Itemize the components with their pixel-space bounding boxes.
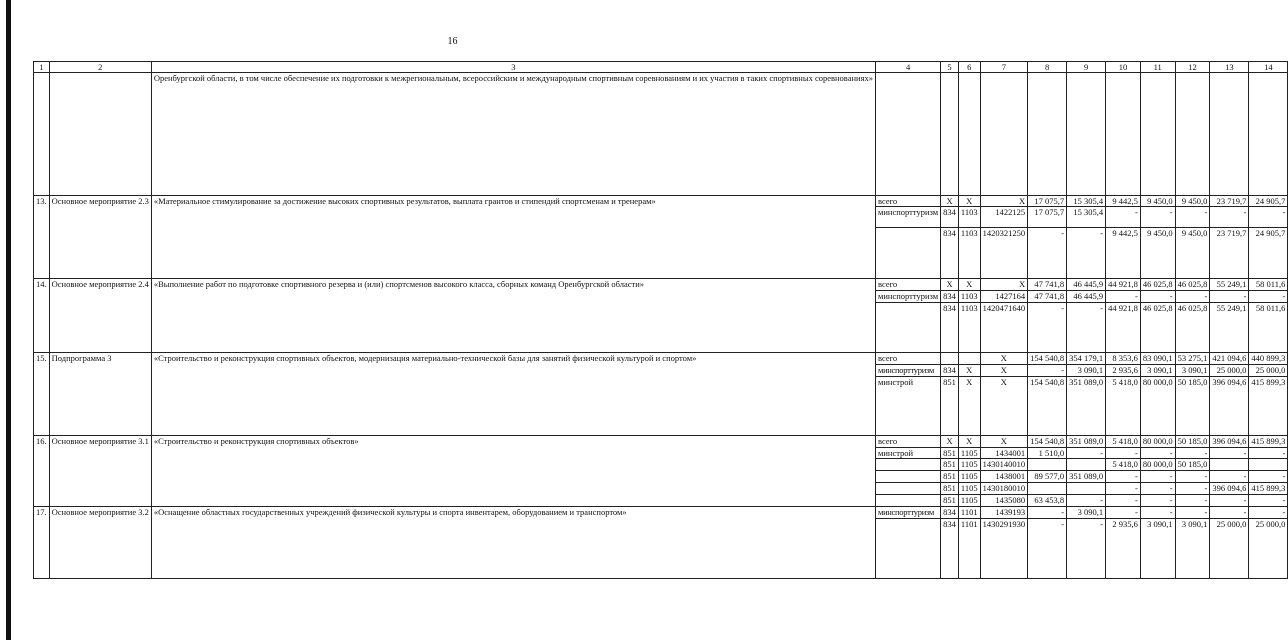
header-cell: 7 <box>980 62 1028 73</box>
amount-cell: 25 000,0 <box>1249 518 1288 578</box>
amount-cell: - <box>1067 518 1106 578</box>
header-cell: 2 <box>49 62 151 73</box>
amount-cell: 50 185,0 <box>1175 458 1210 470</box>
amount-cell: 5 418,0 <box>1106 376 1141 435</box>
amount-cell: - <box>1106 470 1141 482</box>
executor <box>875 302 940 352</box>
amount-cell: - <box>1028 364 1067 376</box>
code-grbs: 851 <box>941 458 959 470</box>
code-rzpr: 1103 <box>958 228 980 279</box>
amount-cell: 2 935,6 <box>1106 518 1141 578</box>
code-csr: 1438001 <box>980 470 1028 482</box>
amount-cell: 17 075,7 <box>1028 196 1067 207</box>
amount-cell: 25 000,0 <box>1249 364 1288 376</box>
code-grbs: 851 <box>941 470 959 482</box>
code-csr: Х <box>980 196 1028 207</box>
amount-cell: - <box>1028 228 1067 279</box>
amount-cell: 80 000,0 <box>1140 435 1175 447</box>
amount-cell: 415 899,3 <box>1249 482 1288 494</box>
amount-cell: - <box>1249 291 1288 302</box>
table-row <box>34 196 1288 207</box>
code-grbs: 851 <box>941 376 959 435</box>
amount-cell: 23 719,7 <box>1210 196 1249 207</box>
code-csr: Х <box>980 279 1028 291</box>
amount-cell: 9 442,5 <box>1106 196 1141 207</box>
amount-cell: 3 090,1 <box>1175 364 1210 376</box>
activity-name: Основное мероприятие 3.1 <box>49 435 151 506</box>
row-number: 17. <box>34 506 50 578</box>
amount-cell: 396 094,6 <box>1210 435 1249 447</box>
row-number: 13. <box>34 196 50 279</box>
table-header <box>34 62 1288 73</box>
code-csr: Х <box>980 435 1028 447</box>
code-csr: 1420471640 <box>980 302 1028 352</box>
amount-cell: 3 090,1 <box>1175 518 1210 578</box>
amount-cell: 47 741,8 <box>1028 279 1067 291</box>
executor: минспорттуризм <box>875 207 940 228</box>
activity-description: «Строительство и реконструкция спортивных объектов» <box>151 435 875 506</box>
amount-cell: 46 025,8 <box>1175 302 1210 352</box>
executor <box>875 482 940 494</box>
header-cell: 10 <box>1106 62 1141 73</box>
amount-cell: 46 445,9 <box>1067 291 1106 302</box>
code-rzpr: 1105 <box>958 470 980 482</box>
amount-cell: 53 275,1 <box>1175 352 1210 364</box>
executor: минстрой <box>875 376 940 435</box>
code-grbs: 834 <box>941 228 959 279</box>
amount-cell: 83 090,1 <box>1140 352 1175 364</box>
amount-cell: - <box>1175 291 1210 302</box>
activity-description: «Материальное стимулирование за достижение высоких спортивных результатов, выплата грантов и стипендий спортсменам и тренерам» <box>151 196 875 279</box>
amount-cell: - <box>1140 482 1175 494</box>
amount-cell: 354 179,1 <box>1067 352 1106 364</box>
executor: всего <box>875 279 940 291</box>
amount-cell: - <box>1140 447 1175 458</box>
amount-cell: 9 442,5 <box>1106 228 1141 279</box>
amount-cell: - <box>1140 291 1175 302</box>
code-rzpr: Х <box>958 196 980 207</box>
amount-cell: - <box>1210 506 1249 518</box>
amount-cell: - <box>1140 506 1175 518</box>
scan-edge <box>6 0 11 640</box>
code-csr: 1427164 <box>980 291 1028 302</box>
amount-cell: - <box>1175 506 1210 518</box>
amount-cell <box>1067 458 1106 470</box>
amount-cell: - <box>1249 207 1288 228</box>
code-grbs: 834 <box>941 518 959 578</box>
amount-cell: - <box>1210 207 1249 228</box>
activity-name: Основное мероприятие 2.3 <box>49 196 151 279</box>
code-rzpr: 1105 <box>958 447 980 458</box>
amount-cell: 1 510,0 <box>1028 447 1067 458</box>
code-grbs: 851 <box>941 447 959 458</box>
amount-cell: 154 540,8 <box>1028 352 1067 364</box>
amount-cell: 46 025,8 <box>1140 279 1175 291</box>
amount-cell: - <box>1175 207 1210 228</box>
amount-cell: - <box>1140 470 1175 482</box>
amount-cell: 46 445,9 <box>1067 279 1106 291</box>
code-csr: 1434001 <box>980 447 1028 458</box>
code-grbs: Х <box>941 196 959 207</box>
amount-cell: - <box>1210 447 1249 458</box>
page-number: 16 <box>447 36 458 47</box>
header-cell: 8 <box>1028 62 1067 73</box>
executor <box>875 458 940 470</box>
amount-cell: 9 450,0 <box>1175 228 1210 279</box>
amount-cell: 15 305,4 <box>1067 196 1106 207</box>
amount-cell: - <box>1210 494 1249 506</box>
amount-cell: - <box>1140 494 1175 506</box>
amount-cell: - <box>1028 302 1067 352</box>
code-grbs: Х <box>941 279 959 291</box>
table-row <box>34 352 1288 364</box>
amount-cell: 2 935,6 <box>1106 364 1141 376</box>
amount-cell: - <box>1175 470 1210 482</box>
amount-cell: - <box>1106 494 1141 506</box>
amount-cell: 154 540,8 <box>1028 376 1067 435</box>
amount-cell: 46 025,8 <box>1140 302 1175 352</box>
amount-cell: 17 075,7 <box>1028 207 1067 228</box>
amount-cell: - <box>1106 482 1141 494</box>
header-cell: 9 <box>1067 62 1106 73</box>
amount-cell <box>1028 458 1067 470</box>
code-grbs: Х <box>941 435 959 447</box>
amount-cell: - <box>1210 470 1249 482</box>
amount-cell: 396 094,6 <box>1210 376 1249 435</box>
code-csr: 1435080 <box>980 494 1028 506</box>
amount-cell <box>1067 482 1106 494</box>
code-grbs: 851 <box>941 494 959 506</box>
amount-cell: 415 899,3 <box>1249 376 1288 435</box>
activity-description: «Оснащение областных государственных учреждений физической культуры и спорта инвентарем, оборудованием и транспортом» <box>151 506 875 578</box>
code-rzpr <box>958 352 980 364</box>
code-csr: Х <box>980 364 1028 376</box>
amount-cell: 80 000,0 <box>1140 458 1175 470</box>
header-cell: 3 <box>151 62 875 73</box>
amount-cell: 47 741,8 <box>1028 291 1067 302</box>
amount-cell <box>1249 458 1288 470</box>
amount-cell: 50 185,0 <box>1175 435 1210 447</box>
executor: минспорттуризм <box>875 291 940 302</box>
amount-cell: - <box>1067 228 1106 279</box>
code-grbs: 851 <box>941 482 959 494</box>
executor <box>875 518 940 578</box>
amount-cell: 44 921,8 <box>1106 302 1141 352</box>
table-row <box>34 435 1288 447</box>
amount-cell: 23 719,7 <box>1210 228 1249 279</box>
amount-cell: 63 453,8 <box>1028 494 1067 506</box>
row-number: 14. <box>34 279 50 352</box>
code-grbs: 834 <box>941 364 959 376</box>
amount-cell: 3 090,1 <box>1067 364 1106 376</box>
amount-cell: - <box>1106 447 1141 458</box>
table-row <box>34 73 1288 196</box>
budget-table <box>33 61 1288 579</box>
activity-name: Подпрограмма 3 <box>49 352 151 435</box>
amount-cell: 24 905,7 <box>1249 196 1288 207</box>
code-grbs: 834 <box>941 506 959 518</box>
code-rzpr: 1101 <box>958 518 980 578</box>
header-cell: 11 <box>1140 62 1175 73</box>
code-rzpr: Х <box>958 376 980 435</box>
amount-cell: 8 353,6 <box>1106 352 1141 364</box>
code-csr: Х <box>980 376 1028 435</box>
code-csr: 1430180010 <box>980 482 1028 494</box>
row-number: 16. <box>34 435 50 506</box>
amount-cell: 9 450,0 <box>1140 196 1175 207</box>
amount-cell: - <box>1067 447 1106 458</box>
amount-cell: - <box>1028 518 1067 578</box>
amount-cell: 55 249,1 <box>1210 279 1249 291</box>
code-csr: 1430140010 <box>980 458 1028 470</box>
amount-cell: 50 185,0 <box>1175 376 1210 435</box>
amount-cell: 24 905,7 <box>1249 228 1288 279</box>
amount-cell: 3 090,1 <box>1140 364 1175 376</box>
code-grbs: 834 <box>941 207 959 228</box>
table-row <box>34 506 1288 518</box>
code-csr: 1439193 <box>980 506 1028 518</box>
amount-cell: 351 089,0 <box>1067 470 1106 482</box>
amount-cell: 351 089,0 <box>1067 435 1106 447</box>
amount-cell: 3 090,1 <box>1067 506 1106 518</box>
code-rzpr: 1103 <box>958 207 980 228</box>
amount-cell: 89 577,0 <box>1028 470 1067 482</box>
amount-cell: - <box>1106 207 1141 228</box>
code-rzpr: 1105 <box>958 494 980 506</box>
executor: минспорттуризм <box>875 364 940 376</box>
row-number: 15. <box>34 352 50 435</box>
code-csr: 1420321250 <box>980 228 1028 279</box>
amount-cell: 9 450,0 <box>1175 196 1210 207</box>
code-csr: 1422125 <box>980 207 1028 228</box>
header-cell: 12 <box>1175 62 1210 73</box>
amount-cell: 15 305,4 <box>1067 207 1106 228</box>
activity-name: Основное мероприятие 3.2 <box>49 506 151 578</box>
code-rzpr: 1105 <box>958 482 980 494</box>
amount-cell: 440 899,3 <box>1249 352 1288 364</box>
code-grbs: 834 <box>941 302 959 352</box>
activity-description: Оренбургской области, в том числе обеспечение их подготовки к межрегиональным, всероссийским и международным спортивным соревнованиям и их участия в таких спортивных соревнованиях» <box>151 73 875 196</box>
activity-description: «Строительство и реконструкция спортивных объектов, модернизация материально-технической базы для занятий физической культурой и спортом» <box>151 352 875 435</box>
amount-cell: - <box>1175 494 1210 506</box>
amount-cell: - <box>1028 506 1067 518</box>
executor: всего <box>875 196 940 207</box>
amount-cell: 154 540,8 <box>1028 435 1067 447</box>
activity-name: Основное мероприятие 2.4 <box>49 279 151 352</box>
amount-cell: - <box>1249 506 1288 518</box>
amount-cell: 351 089,0 <box>1067 376 1106 435</box>
amount-cell: 25 000,0 <box>1210 364 1249 376</box>
amount-cell: - <box>1175 447 1210 458</box>
amount-cell: 80 000,0 <box>1140 376 1175 435</box>
executor <box>875 228 940 279</box>
code-csr: Х <box>980 352 1028 364</box>
code-rzpr: 1105 <box>958 458 980 470</box>
amount-cell <box>1028 482 1067 494</box>
amount-cell: - <box>1140 207 1175 228</box>
table-row <box>34 279 1288 291</box>
executor: всего <box>875 435 940 447</box>
amount-cell: - <box>1249 470 1288 482</box>
amount-cell: 58 011,6 <box>1249 302 1288 352</box>
amount-cell: 58 011,6 <box>1249 279 1288 291</box>
header-cell: 6 <box>958 62 980 73</box>
executor <box>875 494 940 506</box>
amount-cell: - <box>1210 291 1249 302</box>
executor <box>875 470 940 482</box>
code-grbs <box>941 352 959 364</box>
amount-cell: 25 000,0 <box>1210 518 1249 578</box>
header-cell: 14 <box>1249 62 1288 73</box>
code-rzpr: Х <box>958 435 980 447</box>
amount-cell: 421 094,6 <box>1210 352 1249 364</box>
amount-cell: 396 094,6 <box>1210 482 1249 494</box>
activity-description: «Выполнение работ по подготовке спортивного резерва и (или) спортсменов высокого класса, сборных команд Оренбургской области» <box>151 279 875 352</box>
header-cell: 4 <box>875 62 940 73</box>
executor: минстрой <box>875 447 940 458</box>
code-rzpr: 1103 <box>958 291 980 302</box>
amount-cell: - <box>1175 482 1210 494</box>
amount-cell: - <box>1067 494 1106 506</box>
amount-cell: - <box>1249 447 1288 458</box>
code-rzpr: Х <box>958 279 980 291</box>
amount-cell: 44 921,8 <box>1106 279 1141 291</box>
amount-cell: 3 090,1 <box>1140 518 1175 578</box>
executor: всего <box>875 352 940 364</box>
amount-cell: - <box>1106 291 1141 302</box>
header-cell: 13 <box>1210 62 1249 73</box>
code-rzpr: 1103 <box>958 302 980 352</box>
header-cell: 5 <box>941 62 959 73</box>
amount-cell: - <box>1067 302 1106 352</box>
amount-cell: 9 450,0 <box>1140 228 1175 279</box>
amount-cell: 46 025,8 <box>1175 279 1210 291</box>
code-rzpr: Х <box>958 364 980 376</box>
code-grbs: 834 <box>941 291 959 302</box>
executor: минспорттуризм <box>875 506 940 518</box>
amount-cell: 5 418,0 <box>1106 458 1141 470</box>
amount-cell: - <box>1106 506 1141 518</box>
amount-cell: 5 418,0 <box>1106 435 1141 447</box>
amount-cell <box>1210 458 1249 470</box>
amount-cell: 415 899,3 <box>1249 435 1288 447</box>
code-rzpr: 1101 <box>958 506 980 518</box>
header-cell: 1 <box>34 62 50 73</box>
code-csr: 1430291930 <box>980 518 1028 578</box>
amount-cell: - <box>1249 494 1288 506</box>
amount-cell: 55 249,1 <box>1210 302 1249 352</box>
